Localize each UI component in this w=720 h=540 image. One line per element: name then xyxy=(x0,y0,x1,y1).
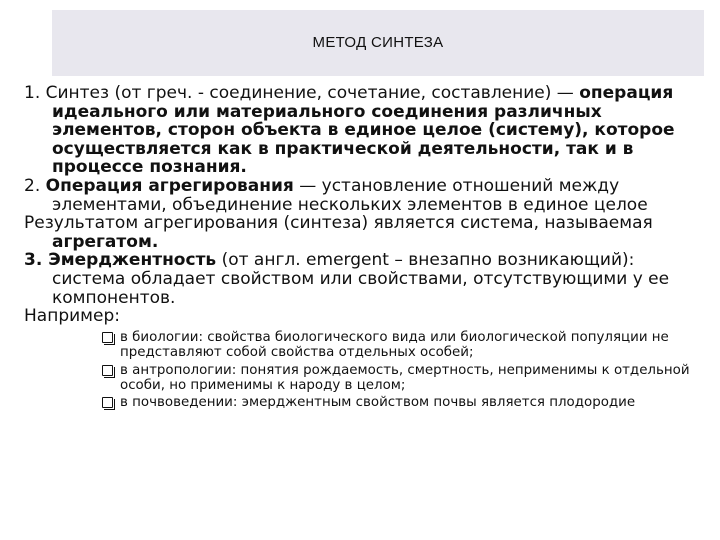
checkbox-bullet-icon xyxy=(102,332,113,343)
item-2 xyxy=(24,177,704,214)
item-1-number: 1. xyxy=(24,83,46,103)
item-3 xyxy=(24,251,704,307)
list-item-text: в биологии: свойства биологического вида или биологической популяции не представляют собой свойства отдельных особей; xyxy=(120,329,669,361)
example-label: Например: xyxy=(24,306,120,327)
item-1 xyxy=(24,84,704,177)
item-1-lead: Синтез (от греч. - соединение, сочетание, составление) — xyxy=(45,83,574,103)
result-term: агрегатом. xyxy=(52,231,159,252)
item-2-text: — установление отношений между элементами, объединение нескольких элементов в единое целое xyxy=(52,175,648,215)
list-item xyxy=(102,395,704,410)
item-1-bold-text: операция идеального или материального соединения различных элементов, сторон объекта в единое целое (систему), которое осуществляется как в практической деятельности, так и в процессе познания. xyxy=(52,83,675,178)
item-3-term: Эмерджентность xyxy=(48,250,217,271)
result-text: Результатом агрегирования (синтеза) является система, называемая xyxy=(24,213,653,234)
slide-content xyxy=(24,84,704,413)
checkbox-bullet-icon xyxy=(102,397,113,408)
item-result xyxy=(24,214,704,251)
item-3-number: 3. xyxy=(24,250,49,271)
item-2-term: Операция агрегирования xyxy=(45,175,294,196)
checkbox-bullet-icon xyxy=(102,365,113,376)
example-list xyxy=(102,330,704,411)
list-item xyxy=(102,330,704,361)
item-3-text: (от англ. emergent – внезапно возникающий): система обладает свойством или свойствами, отсутствующими у ее компонентов. xyxy=(52,250,670,308)
list-item-text: в антропологии: понятия рождаемость, смертность, неприменимы к отдельной особи, но применимы к народу в целом; xyxy=(120,362,690,393)
slide-title: МЕТОД СИНТЕЗА xyxy=(312,34,444,51)
title-bar xyxy=(52,10,704,76)
item-2-number: 2. xyxy=(24,175,46,196)
list-item xyxy=(102,363,704,394)
list-item-text: в почвоведении: эмерджентным свойством почвы является плодородие xyxy=(120,395,636,411)
